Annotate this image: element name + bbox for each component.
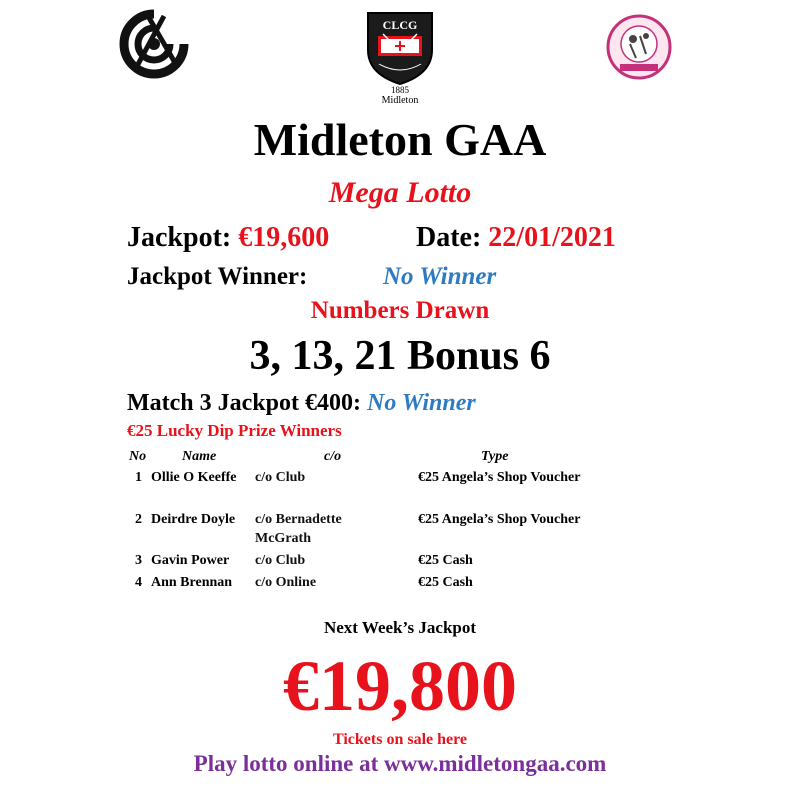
lotto-subtitle: Mega Lotto [328, 176, 472, 209]
row-name: Ann Brennan [151, 575, 233, 590]
page-title: Midleton GAA [253, 114, 547, 165]
match3-value: No Winner [366, 390, 476, 416]
table-row [127, 468, 587, 508]
header-no: No [129, 449, 147, 464]
lucky-dip-heading: €25 Lucky Dip Prize Winners [127, 421, 342, 440]
crest-place: Midleton [381, 95, 419, 106]
row-name: Gavin Power [151, 553, 230, 568]
date-line [416, 221, 616, 255]
row-co: c/o Online [255, 575, 317, 590]
jackpot-label: Jackpot: [127, 222, 232, 253]
row-no: 2 [135, 512, 142, 527]
row-co: c/o Club [255, 553, 306, 568]
jackpot-value: €19,600 [238, 222, 330, 253]
table-row [127, 510, 587, 550]
tickets-text: Tickets on sale here [332, 731, 468, 748]
ladies-football-logo [606, 14, 672, 80]
jackpot-line [127, 221, 329, 255]
row-co: c/o Bernadette McGrath [255, 512, 342, 546]
row-name: Ollie O Keeffe [151, 470, 237, 485]
jackpot-winner-value: No Winner [383, 263, 497, 290]
jackpot-winner-line [127, 262, 497, 292]
header-name: Name [182, 449, 217, 464]
camogie-logo [118, 8, 190, 80]
row-no: 4 [135, 575, 142, 590]
svg-text:CLCG: CLCG [382, 18, 418, 32]
club-crest [365, 10, 435, 108]
header-type: Type [481, 449, 509, 464]
jackpot-winner-label: Jackpot Winner: [127, 263, 308, 290]
row-name: Deirdre Doyle [151, 512, 236, 527]
date-label: Date: [416, 222, 482, 253]
row-type: €25 Cash [418, 575, 473, 590]
row-type: €25 Angela’s Shop Voucher [418, 470, 581, 485]
crest-year: 1885 [391, 85, 409, 95]
row-no: 1 [135, 470, 142, 485]
next-week-heading: Next Week’s Jackpot [323, 618, 477, 637]
row-co: c/o Club [255, 470, 306, 485]
match3-label: Match 3 Jackpot €400: [127, 390, 361, 416]
row-type: €25 Cash [418, 553, 473, 568]
table-row [127, 551, 587, 571]
next-week-amount: €19,800 [283, 646, 517, 726]
online-link-text[interactable]: Play lotto online at www.midletongaa.com [193, 751, 607, 776]
numbers-drawn: 3, 13, 21 Bonus 6 [249, 333, 551, 379]
date-value: 22/01/2021 [488, 222, 616, 253]
match3-line [127, 388, 476, 418]
row-type: €25 Angela’s Shop Voucher [418, 512, 581, 527]
numbers-heading: Numbers Drawn [310, 297, 490, 324]
header-co: c/o [324, 449, 342, 464]
row-no: 3 [135, 553, 142, 568]
table-row [127, 573, 587, 593]
